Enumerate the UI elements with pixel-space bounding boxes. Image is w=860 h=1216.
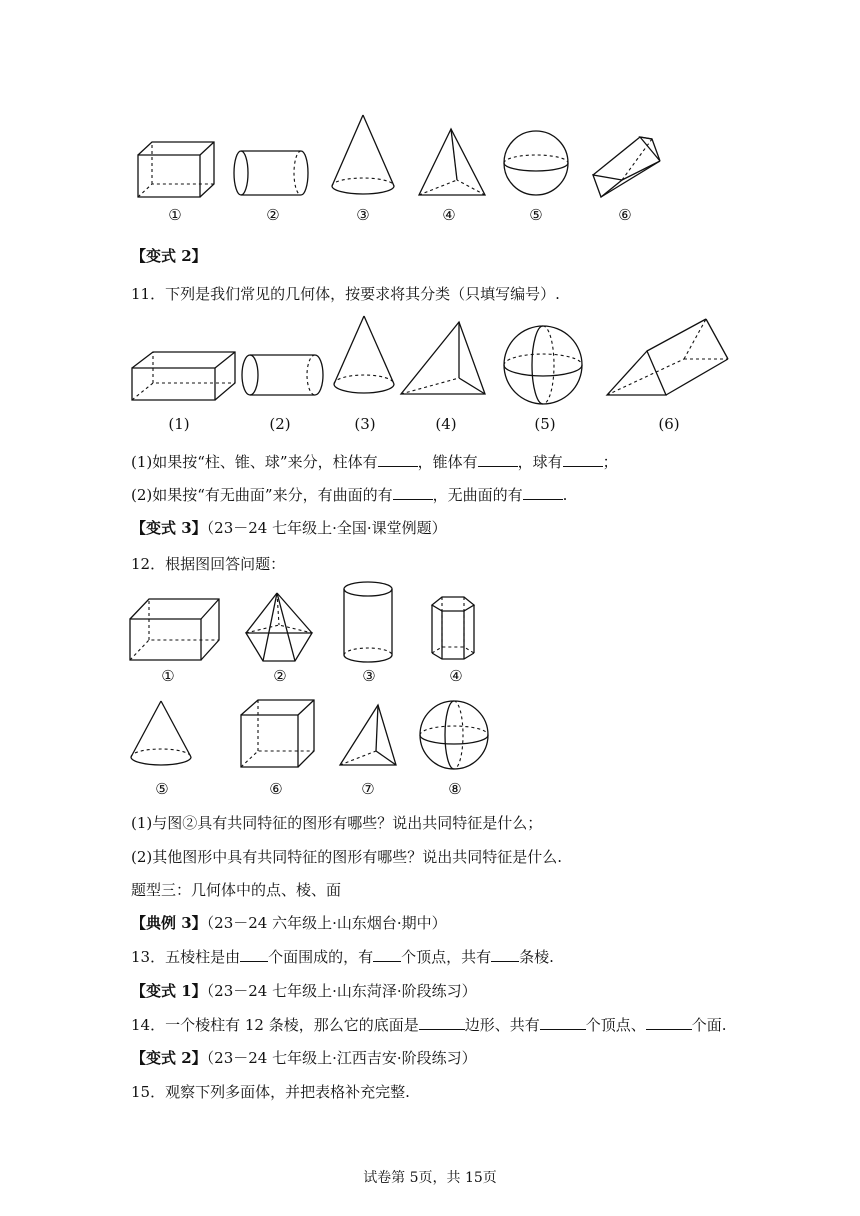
question-13 [131, 946, 554, 967]
page-footer: 试卷第 5页，共 15页 [363, 1170, 497, 1186]
variant-3-label: 【变式 3】 [131, 519, 207, 537]
text: 条棱. [519, 948, 554, 966]
caption: ③ [362, 667, 376, 685]
sphere-figure-q11-5 [503, 325, 585, 407]
cone-figure-3 [330, 113, 400, 203]
caption: ④ [442, 206, 456, 224]
prism-figure-6 [592, 125, 667, 200]
question-12-part-2: (2)其他图形中具有共同特征的图形有哪些？说出共同特征是什么. [131, 848, 563, 866]
answer-blank[interactable] [491, 946, 519, 962]
text: ，球有 [517, 453, 563, 471]
hexagonal-prism-figure-q12-4 [430, 595, 476, 663]
section-heading: 题型三：几何体中的点、棱、面 [131, 881, 342, 899]
tetrahedron-figure-q12-7 [338, 703, 398, 769]
sphere-figure-q12-8 [419, 700, 491, 772]
question-15-stem: 15．观察下列多面体，并把表格补充完整. [131, 1083, 410, 1101]
cuboid-figure-q12-1 [129, 597, 221, 663]
variant-2-label: 【变式 2】 [131, 1049, 207, 1067]
example-3-header [131, 912, 447, 933]
example-3-label: 【典例 3】 [131, 914, 207, 932]
question-11-stem: 11．下列是我们常见的几何体，按要求将其分类（只填写编号）. [131, 285, 560, 303]
question-12-part-1: (1)与图②具有共同特征的图形有哪些？说出共同特征是什么； [131, 814, 543, 832]
text: 个面围成的，有 [268, 948, 374, 966]
answer-blank[interactable] [478, 451, 518, 467]
caption: (4) [435, 415, 457, 433]
caption: (5) [534, 415, 556, 433]
variant-2-header [131, 1047, 477, 1068]
cylinder-figure-q12-3 [343, 581, 395, 665]
prism-figure-q11-6 [606, 317, 731, 399]
cuboid-figure-q11-1 [131, 350, 239, 402]
text: (2)如果按“有无曲面”来分，有曲面的有 [131, 486, 393, 504]
answer-blank[interactable] [540, 1014, 586, 1030]
text: 个面. [691, 1016, 727, 1034]
caption: ⑤ [155, 780, 169, 798]
caption: ⑤ [529, 206, 543, 224]
text: 边形、共有 [464, 1016, 540, 1034]
cylinder-figure-2 [233, 150, 313, 200]
answer-blank[interactable] [393, 484, 433, 500]
text: 13．五棱柱是由 [131, 948, 241, 966]
pyramid-figure-q12-2 [245, 591, 315, 663]
caption: ③ [356, 206, 370, 224]
text: ，锥体有 [417, 453, 478, 471]
answer-blank[interactable] [646, 1014, 692, 1030]
cone-figure-q11-3 [332, 314, 398, 400]
answer-blank[interactable] [240, 946, 268, 962]
question-11-part-2 [131, 484, 567, 505]
caption: (1) [168, 415, 190, 433]
caption: ② [273, 667, 287, 685]
caption: ① [168, 206, 182, 224]
sphere-figure-5 [503, 130, 573, 200]
caption: (3) [354, 415, 376, 433]
caption: ⑥ [269, 780, 283, 798]
tetrahedron-figure-q11-4 [399, 320, 489, 396]
text: 个顶点，共有 [401, 948, 492, 966]
source: （23－24 七年级上·江西吉安·阶段练习） [206, 1049, 477, 1067]
source: （23－24 七年级上·全国·课堂例题） [206, 519, 447, 537]
caption: ⑦ [361, 780, 375, 798]
cylinder-figure-q11-2 [241, 353, 327, 399]
question-12-stem: 12．根据图回答问题： [131, 555, 286, 573]
source: （23－24 七年级上·山东菏泽·阶段练习） [206, 982, 477, 1000]
caption: (2) [269, 415, 291, 433]
answer-blank[interactable] [523, 484, 563, 500]
answer-blank[interactable] [373, 946, 401, 962]
answer-blank[interactable] [378, 451, 418, 467]
caption: ① [161, 667, 175, 685]
text: 个顶点、 [585, 1016, 646, 1034]
text: 14．一个棱柱有 12 条棱，那么它的底面是 [131, 1016, 419, 1034]
caption: ⑧ [448, 780, 462, 798]
text: ，无曲面的有 [432, 486, 523, 504]
variant-3-header [131, 517, 447, 538]
variant-2-label: 【变式 2】 [131, 247, 207, 265]
text: ； [602, 453, 618, 471]
cuboid-figure-1 [138, 140, 218, 200]
variant-1-label: 【变式 1】 [131, 982, 207, 1000]
caption: ④ [449, 667, 463, 685]
variant-1-header [131, 980, 477, 1001]
caption: (6) [658, 415, 680, 433]
answer-blank[interactable] [563, 451, 603, 467]
caption: ⑥ [618, 206, 632, 224]
question-14 [131, 1014, 727, 1035]
answer-blank[interactable] [419, 1014, 465, 1030]
text: . [562, 486, 568, 504]
cone-figure-q12-5 [129, 699, 195, 771]
caption: ② [266, 206, 280, 224]
question-11-part-1 [131, 451, 618, 472]
tetrahedron-figure-4 [417, 128, 487, 198]
text: (1)如果按“柱、锥、球”来分，柱体有 [131, 453, 378, 471]
source: （23－24 六年级上·山东烟台·期中） [206, 914, 447, 932]
cube-figure-q12-6 [240, 699, 316, 769]
